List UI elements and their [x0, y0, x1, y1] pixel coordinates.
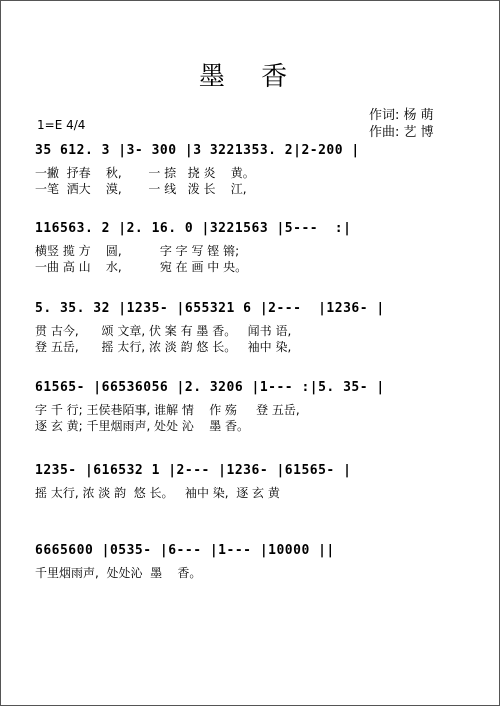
lyric-line: 横竖 揽 方 圆, 字 字 写 铿 锵; [35, 244, 240, 258]
score-row-2 [31, 219, 476, 275]
lyric-line: 一笔 洒大 漠, 一 线 泼 长 江, [35, 182, 247, 196]
key-signature: 1=E 4/4 [37, 118, 86, 132]
score-row-5 [31, 461, 476, 501]
notation-line: 61565- |66536056 |2. 3206 |1--- :|5. 35- | [35, 380, 385, 395]
notation-line: 6665600 |0535- |6--- |1--- |10000 || [35, 543, 335, 558]
score-row-6 [31, 541, 476, 581]
lyric-line: 逐 玄 黄; 千里烟雨声, 处处 沁 墨 香。 [35, 419, 250, 433]
notation-line: 1235- |616532 1 |2--- |1236- |61565- | [35, 463, 352, 478]
song-title: 墨 香 [198, 62, 302, 92]
score-row-3 [31, 299, 476, 355]
lyric-line: 千里烟雨声, 处处沁 墨 香。 [35, 566, 202, 580]
notation-line: 116563. 2 |2. 16. 0 |3221563 |5--- :| [35, 221, 352, 236]
notation-line: 35 612. 3 |3- 300 |3 3221353. 2|2-200 | [35, 143, 360, 158]
composer-credit: 作曲: 艺 博 [369, 125, 434, 140]
notation-line: 5. 35. 32 |1235- |655321 6 |2--- |1236- | [35, 301, 385, 316]
lyric-line: 字 千 行; 王侯巷陌事, 谁解 情 作 殇 登 五岳, [35, 403, 300, 417]
lyric-line: 登 五岳, 摇 太行, 浓 淡 韵 悠 长。 袖中 染, [35, 340, 292, 354]
lyricist-credit: 作词: 杨 萌 [369, 108, 434, 123]
credits [369, 107, 434, 141]
score-row-4 [31, 378, 476, 434]
lyric-line: 一撇 抒春 秋, 一 捺 挠 炎 黄。 [35, 166, 255, 180]
lyric-line: 贯 古今, 颂 文章, 伏 案 有 墨 香。 闻书 语, [35, 324, 292, 338]
score-row-1 [31, 141, 476, 197]
lyric-line: 摇 太行, 浓 淡 韵 悠 长。 袖中 染, 逐 玄 黄 [35, 486, 280, 500]
lyric-line: 一曲 高 山 水, 宛 在 画 中 央。 [35, 260, 248, 274]
